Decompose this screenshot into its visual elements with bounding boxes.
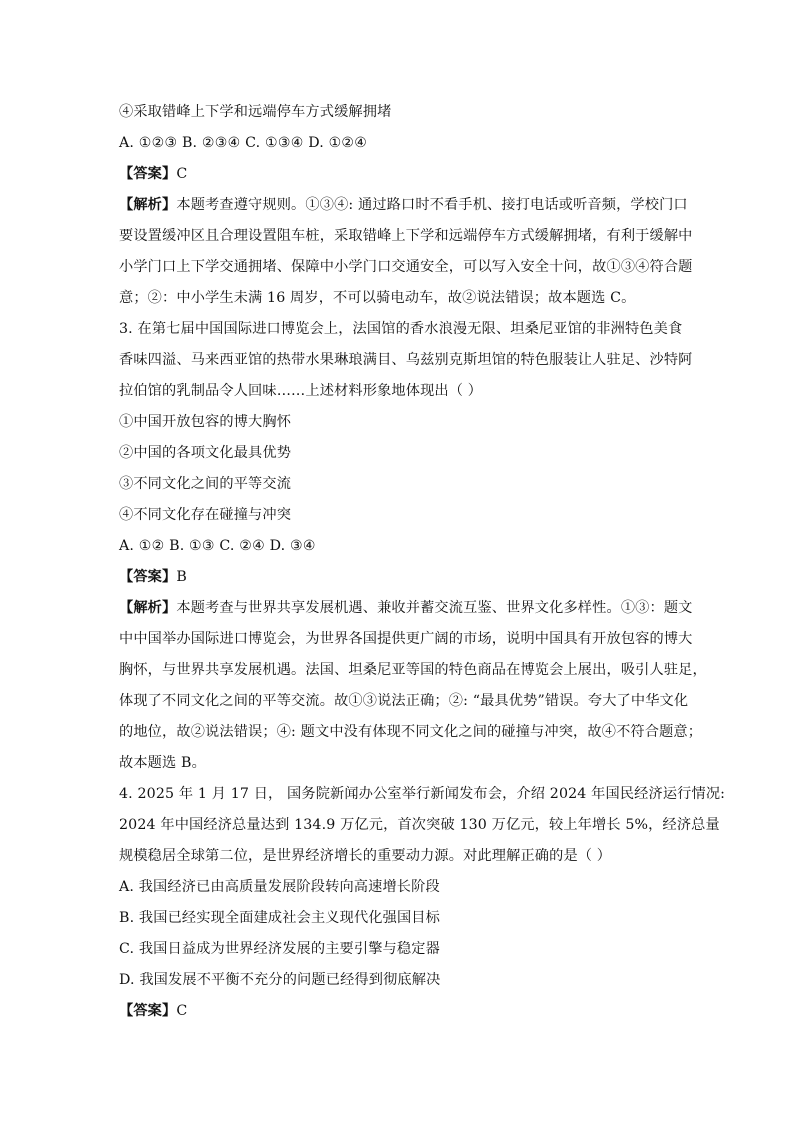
question-4-stem: 规模稳居全球第二位，是世界经济增长的重要动力源。对此理解正确的是（ ）	[119, 848, 612, 864]
analysis-line: 小学门口上下学交通拥堵、保障中小学门口交通安全，可以写入安全十问，故①③④符合题	[119, 259, 693, 275]
question-3-stem: 3. 在第七届中国国际进口博览会上，法国馆的香水浪漫无限、坦桑尼亚馆的非洲特色美食	[119, 321, 683, 337]
choice-d: D. 我国发展不平衡不充分的问题已经得到彻底解决	[119, 972, 441, 988]
option-line-4: ④不同文化存在碰撞与冲突	[119, 507, 292, 523]
analysis-line	[119, 598, 693, 618]
answer-line	[119, 1001, 679, 1021]
answer-tag: 【答案】	[119, 569, 177, 585]
option-line-4: ④采取错峰上下学和远端停车方式缓解拥堵	[119, 104, 392, 120]
option-line-2: ②中国的各项文化最具优势	[119, 445, 292, 461]
choice-b: B. 我国已经实现全面建成社会主义现代化强国目标	[119, 910, 440, 926]
analysis-line: 胸怀，与世界共享发展机遇。法国、坦桑尼亚等国的特色商品在博览会上展出，吸引人驻足，	[119, 662, 707, 678]
answer-tag: 【答案】	[119, 166, 177, 182]
choice-c: C. 我国日益成为世界经济发展的主要引擎与稳定器	[119, 941, 440, 957]
analysis-line	[119, 195, 688, 215]
choice-a: A. 我国经济已由高质量发展阶段转向高速增长阶段	[119, 879, 440, 895]
analysis-tag: 【解析】	[119, 600, 177, 616]
answer-choices: A. ①② B. ①③ C. ②④ D. ③④	[119, 538, 316, 554]
analysis-text: 本题考查遵守规则。①③④: 通过路口时不看手机、接打电话或听音频，学校门口	[176, 197, 688, 213]
answer-value: C	[176, 1003, 188, 1019]
question-4-stem: 2024 年中国经济总量达到 134.9 万亿元，首次突破 130 万亿元，较上年增长 5%，经济总量	[119, 817, 720, 833]
answer-tag: 【答案】	[119, 1003, 177, 1019]
answer-value: C	[176, 166, 188, 182]
answer-line	[119, 164, 679, 184]
analysis-line: 的地位，故②说法错误；④: 题文中没有体现不同文化之间的碰撞与冲突，故④不符合题意；	[119, 724, 703, 740]
answer-choices: A. ①②③ B. ②③④ C. ①③④ D. ①②④	[119, 135, 368, 151]
question-3-stem: 拉伯馆的乳制品令人回味……上述材料形象地体现出（ ）	[119, 383, 483, 399]
answer-value: B	[176, 569, 187, 585]
question-4-stem: 4. 2025 年 1 月 17 日， 国务院新闻办公室举行新闻发布会，介绍 2024 年国民经济运行情况:	[119, 786, 726, 802]
answer-line	[119, 567, 679, 587]
analysis-line: 中中国举办国际进口博览会，为世界各国提供更广阔的市场，说明中国具有开放包容的博大	[119, 631, 693, 647]
analysis-tag: 【解析】	[119, 197, 177, 213]
question-3-stem: 香味四溢、马来西亚馆的热带水果琳琅满目、乌兹别克斯坦馆的特色服装让人驻足、沙特阿	[119, 352, 693, 368]
option-line-3: ③不同文化之间的平等交流	[119, 476, 292, 492]
analysis-line: 要设置缓冲区且合理设置阻车桩，采取错峰上下学和远端停车方式缓解拥堵，有利于缓解中	[119, 228, 693, 244]
analysis-line: 故本题选 B。	[119, 755, 206, 771]
analysis-line: 意；②：中小学生未满 16 周岁，不可以骑电动车，故②说法错误；故本题选 C。	[119, 290, 636, 306]
option-line-1: ①中国开放包容的博大胸怀	[119, 414, 292, 430]
analysis-line: 体现了不同文化之间的平等交流。故①③说法正确；②: “最具优势”错误。夸大了中华文化	[119, 693, 689, 709]
analysis-text: 本题考查与世界共享发展机遇、兼收并蓄交流互鉴、世界文化多样性。①③：题文	[176, 600, 693, 616]
